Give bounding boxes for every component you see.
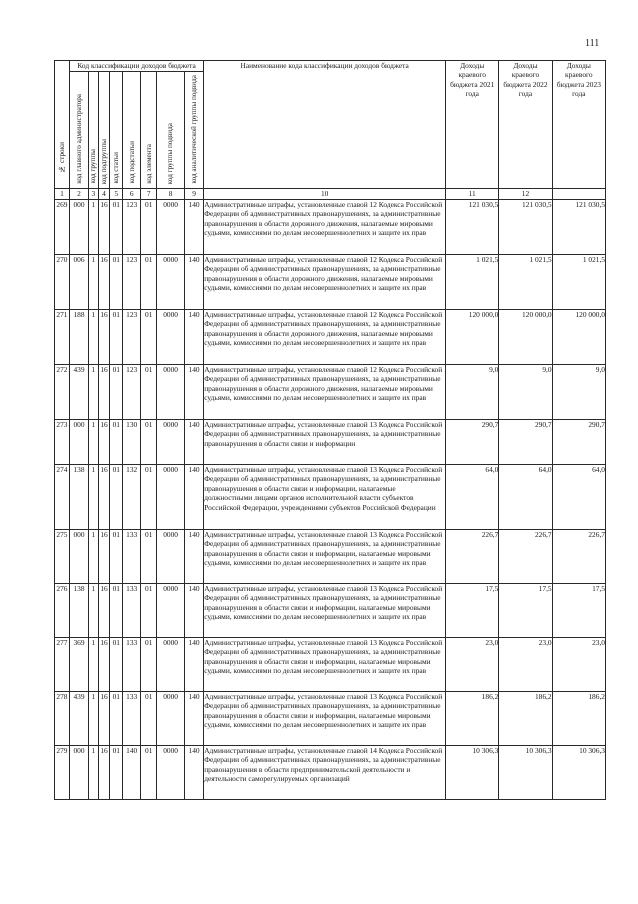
table-row <box>55 200 606 255</box>
header-subgroup-code: код подгруппы <box>98 72 110 189</box>
cell-element-code: 01 <box>141 255 157 310</box>
table-row <box>55 692 606 746</box>
cell-article-code: 01 <box>110 465 123 530</box>
cell-article-code: 01 <box>110 200 123 255</box>
cell-admin-code: 439 <box>69 365 88 420</box>
cell-income-2021: 1 021,5 <box>446 255 499 310</box>
cell-income-2022: 23,0 <box>499 638 552 692</box>
cell-row-number: 270 <box>55 255 70 310</box>
cell-analytic-code: 140 <box>184 465 203 530</box>
column-number: 5 <box>110 189 123 200</box>
cell-subarticle-code: 123 <box>123 365 141 420</box>
cell-element-code: 01 <box>141 584 157 638</box>
header-income-2022: Доходы краевого бюджета 2022 года <box>499 61 552 189</box>
cell-income-2022: 120 000,0 <box>499 310 552 365</box>
table-row <box>55 746 606 800</box>
cell-name: Административные штрафы, установленные главой 12 Кодекса Российской Федерации об административных правонарушениях, за административные правонарушения в области дорожного движения, налагаемые мировыми судьями, комиссиями по делам несовершеннолетних и защите их прав <box>204 310 446 365</box>
header-income-2023: Доходы краевого бюджета 2023 года <box>552 61 605 189</box>
cell-subtype-code: 0000 <box>157 638 185 692</box>
cell-income-2023: 186,2 <box>552 692 605 746</box>
header-row-number: № строки <box>55 61 70 189</box>
cell-analytic-code: 140 <box>184 584 203 638</box>
cell-subtype-code: 0000 <box>157 420 185 465</box>
cell-income-2021: 64,0 <box>446 465 499 530</box>
cell-article-code: 01 <box>110 584 123 638</box>
cell-subarticle-code: 140 <box>123 746 141 800</box>
cell-analytic-code: 140 <box>184 200 203 255</box>
table-row <box>55 255 606 310</box>
cell-group-code: 1 <box>89 638 99 692</box>
column-number: 1 <box>55 189 70 200</box>
cell-group-code: 1 <box>89 530 99 584</box>
cell-admin-code: 188 <box>69 310 88 365</box>
cell-subgroup-code: 16 <box>98 692 110 746</box>
header-row-top <box>55 61 606 72</box>
cell-subtype-code: 0000 <box>157 465 185 530</box>
cell-admin-code: 000 <box>69 530 88 584</box>
column-number: 6 <box>123 189 141 200</box>
cell-income-2023: 23,0 <box>552 638 605 692</box>
cell-row-number: 272 <box>55 365 70 420</box>
cell-group-code: 1 <box>89 365 99 420</box>
cell-element-code: 01 <box>141 465 157 530</box>
cell-income-2023: 121 030,5 <box>552 200 605 255</box>
cell-income-2022: 1 021,5 <box>499 255 552 310</box>
cell-admin-code: 138 <box>69 584 88 638</box>
column-number: 3 <box>89 189 99 200</box>
cell-group-code: 1 <box>89 584 99 638</box>
header-admin-code: код главного администратора <box>69 72 88 189</box>
cell-analytic-code: 140 <box>184 692 203 746</box>
cell-income-2023: 17,5 <box>552 584 605 638</box>
cell-group-code: 1 <box>89 746 99 800</box>
table-row <box>55 420 606 465</box>
cell-admin-code: 138 <box>69 465 88 530</box>
column-number: 2 <box>69 189 88 200</box>
cell-row-number: 279 <box>55 746 70 800</box>
cell-name: Административные штрафы, установленные главой 13 Кодекса Российской Федерации об административных правонарушениях, за административные правонарушения в области связи и информации, налагаемые мировыми судьями, комиссиями по делам несовершеннолетних и защите их прав <box>204 584 446 638</box>
cell-subarticle-code: 132 <box>123 465 141 530</box>
cell-subtype-code: 0000 <box>157 200 185 255</box>
cell-subgroup-code: 16 <box>98 638 110 692</box>
cell-admin-code: 000 <box>69 200 88 255</box>
cell-subarticle-code: 130 <box>123 420 141 465</box>
cell-name: Административные штрафы, установленные главой 12 Кодекса Российской Федерации об административных правонарушениях, за административные правонарушения в области дорожного движения, налагаемые мировыми судьями, комиссиями по делам несовершеннолетних и защите их прав <box>204 365 446 420</box>
cell-subgroup-code: 16 <box>98 746 110 800</box>
cell-admin-code: 000 <box>69 420 88 465</box>
cell-subtype-code: 0000 <box>157 746 185 800</box>
cell-subgroup-code: 16 <box>98 465 110 530</box>
cell-row-number: 274 <box>55 465 70 530</box>
cell-name: Административные штрафы, установленные главой 12 Кодекса Российской Федерации об административных правонарушениях, за административные правонарушения в области дорожного движения, налагаемые мировыми судьями, комиссиями по делам несовершеннолетних и защите их прав <box>204 255 446 310</box>
cell-name: Административные штрафы, установленные главой 13 Кодекса Российской Федерации об административных правонарушениях, за административные правонарушения в области связи и информации, налагаемые мировыми судьями, комиссиями по делам несовершеннолетних и защите их прав <box>204 692 446 746</box>
cell-name: Административные штрафы, установленные главой 13 Кодекса Российской Федерации об административных правонарушениях, за административные правонарушения в области связи и информации, налагаемые мировыми судьями, комиссиями по делам несовершеннолетних и защите их прав <box>204 530 446 584</box>
cell-element-code: 01 <box>141 365 157 420</box>
cell-income-2023: 64,0 <box>552 465 605 530</box>
cell-analytic-code: 140 <box>184 255 203 310</box>
cell-row-number: 277 <box>55 638 70 692</box>
column-number: 10 <box>204 189 446 200</box>
cell-subgroup-code: 16 <box>98 530 110 584</box>
cell-income-2022: 186,2 <box>499 692 552 746</box>
column-number: 7 <box>141 189 157 200</box>
header-article-code: код статьи <box>110 72 123 189</box>
cell-group-code: 1 <box>89 255 99 310</box>
cell-income-2022: 17,5 <box>499 584 552 638</box>
cell-subgroup-code: 16 <box>98 200 110 255</box>
column-numbers-row <box>55 189 606 200</box>
cell-article-code: 01 <box>110 420 123 465</box>
column-number: 4 <box>98 189 110 200</box>
cell-income-2021: 121 030,5 <box>446 200 499 255</box>
cell-income-2022: 121 030,5 <box>499 200 552 255</box>
cell-subgroup-code: 16 <box>98 420 110 465</box>
cell-admin-code: 000 <box>69 746 88 800</box>
cell-row-number: 269 <box>55 200 70 255</box>
cell-row-number: 273 <box>55 420 70 465</box>
header-subtype-group-code: код группы подвида <box>157 72 185 189</box>
cell-row-number: 275 <box>55 530 70 584</box>
table-row <box>55 530 606 584</box>
cell-subgroup-code: 16 <box>98 584 110 638</box>
cell-article-code: 01 <box>110 638 123 692</box>
cell-element-code: 01 <box>141 200 157 255</box>
cell-income-2022: 9,0 <box>499 365 552 420</box>
cell-element-code: 01 <box>141 638 157 692</box>
cell-analytic-code: 140 <box>184 420 203 465</box>
cell-analytic-code: 140 <box>184 746 203 800</box>
cell-income-2021: 23,0 <box>446 638 499 692</box>
table-row <box>55 638 606 692</box>
table-row <box>55 465 606 530</box>
cell-element-code: 01 <box>141 420 157 465</box>
cell-income-2021: 186,2 <box>446 692 499 746</box>
cell-income-2021: 10 306,3 <box>446 746 499 800</box>
column-number: 12 <box>499 189 552 200</box>
cell-subarticle-code: 133 <box>123 584 141 638</box>
cell-income-2021: 17,5 <box>446 584 499 638</box>
cell-income-2022: 226,7 <box>499 530 552 584</box>
cell-income-2023: 10 306,3 <box>552 746 605 800</box>
cell-income-2021: 290,7 <box>446 420 499 465</box>
cell-analytic-code: 140 <box>184 365 203 420</box>
cell-admin-code: 439 <box>69 692 88 746</box>
cell-admin-code: 369 <box>69 638 88 692</box>
column-number: 8 <box>157 189 185 200</box>
cell-income-2023: 226,7 <box>552 530 605 584</box>
cell-element-code: 01 <box>141 310 157 365</box>
cell-subarticle-code: 123 <box>123 310 141 365</box>
page-number: 111 <box>585 38 600 49</box>
cell-article-code: 01 <box>110 746 123 800</box>
cell-income-2021: 120 000,0 <box>446 310 499 365</box>
cell-row-number: 271 <box>55 310 70 365</box>
cell-name: Административные штрафы, установленные главой 13 Кодекса Российской Федерации об административных правонарушениях, за административные правонарушения в области связи и информации <box>204 420 446 465</box>
header-analytic-group-code: код аналитической группы подвида <box>184 72 203 189</box>
cell-income-2023: 9,0 <box>552 365 605 420</box>
column-number: 11 <box>446 189 499 200</box>
column-number <box>552 189 605 200</box>
cell-name: Административные штрафы, установленные главой 12 Кодекса Российской Федерации об административных правонарушениях, за административные правонарушения в области дорожного движения, налагаемые мировыми судьями, комиссиями по делам несовершеннолетних и защите их прав <box>204 200 446 255</box>
cell-group-code: 1 <box>89 420 99 465</box>
cell-analytic-code: 140 <box>184 530 203 584</box>
cell-subarticle-code: 123 <box>123 255 141 310</box>
cell-article-code: 01 <box>110 692 123 746</box>
cell-element-code: 01 <box>141 692 157 746</box>
cell-subarticle-code: 133 <box>123 692 141 746</box>
header-income-2021: Доходы краевого бюджета 2021 года <box>446 61 499 189</box>
cell-group-code: 1 <box>89 310 99 365</box>
header-element-code: код элемента <box>141 72 157 189</box>
cell-name: Административные штрафы, установленные главой 13 Кодекса Российской Федерации об административных правонарушениях, за административные правонарушения в области связи и информации, налагаемые должностными лицами органов исполнительной власти субъектов Российской Федерации, учреждениями субъектов Российской Федерации <box>204 465 446 530</box>
cell-subtype-code: 0000 <box>157 255 185 310</box>
cell-income-2021: 226,7 <box>446 530 499 584</box>
header-subarticle-code: код подстатьи <box>123 72 141 189</box>
cell-article-code: 01 <box>110 530 123 584</box>
cell-group-code: 1 <box>89 200 99 255</box>
header-group-code: код группы <box>89 72 99 189</box>
cell-subtype-code: 0000 <box>157 692 185 746</box>
cell-group-code: 1 <box>89 465 99 530</box>
cell-article-code: 01 <box>110 365 123 420</box>
cell-name: Административные штрафы, установленные главой 14 Кодекса Российской Федерации об административных правонарушениях, за административные правонарушения в области предпринимательской деятельности и деятельности саморегулируемых организаций <box>204 746 446 800</box>
cell-element-code: 01 <box>141 746 157 800</box>
header-name: Наименование кода классификации доходов бюджета <box>204 61 446 189</box>
table-row <box>55 365 606 420</box>
cell-income-2022: 10 306,3 <box>499 746 552 800</box>
cell-article-code: 01 <box>110 310 123 365</box>
cell-article-code: 01 <box>110 255 123 310</box>
cell-subtype-code: 0000 <box>157 365 185 420</box>
cell-group-code: 1 <box>89 692 99 746</box>
table-row <box>55 310 606 365</box>
cell-income-2022: 290,7 <box>499 420 552 465</box>
cell-subgroup-code: 16 <box>98 255 110 310</box>
cell-income-2021: 9,0 <box>446 365 499 420</box>
cell-analytic-code: 140 <box>184 310 203 365</box>
table-row <box>55 584 606 638</box>
cell-subtype-code: 0000 <box>157 530 185 584</box>
header-classification-group: Код классификации доходов бюджета <box>69 61 203 72</box>
cell-analytic-code: 140 <box>184 638 203 692</box>
cell-subarticle-code: 133 <box>123 530 141 584</box>
cell-subarticle-code: 123 <box>123 200 141 255</box>
cell-income-2023: 120 000,0 <box>552 310 605 365</box>
cell-element-code: 01 <box>141 530 157 584</box>
cell-income-2023: 290,7 <box>552 420 605 465</box>
cell-admin-code: 006 <box>69 255 88 310</box>
cell-name: Административные штрафы, установленные главой 13 Кодекса Российской Федерации об административных правонарушениях, за административные правонарушения в области связи и информации, налагаемые мировыми судьями, комиссиями по делам несовершеннолетних и защите их прав <box>204 638 446 692</box>
cell-subarticle-code: 133 <box>123 638 141 692</box>
cell-income-2023: 1 021,5 <box>552 255 605 310</box>
column-number: 9 <box>184 189 203 200</box>
cell-income-2022: 64,0 <box>499 465 552 530</box>
cell-subtype-code: 0000 <box>157 310 185 365</box>
cell-subtype-code: 0000 <box>157 584 185 638</box>
budget-income-table <box>54 60 606 800</box>
cell-row-number: 278 <box>55 692 70 746</box>
cell-subgroup-code: 16 <box>98 365 110 420</box>
cell-subgroup-code: 16 <box>98 310 110 365</box>
cell-row-number: 276 <box>55 584 70 638</box>
